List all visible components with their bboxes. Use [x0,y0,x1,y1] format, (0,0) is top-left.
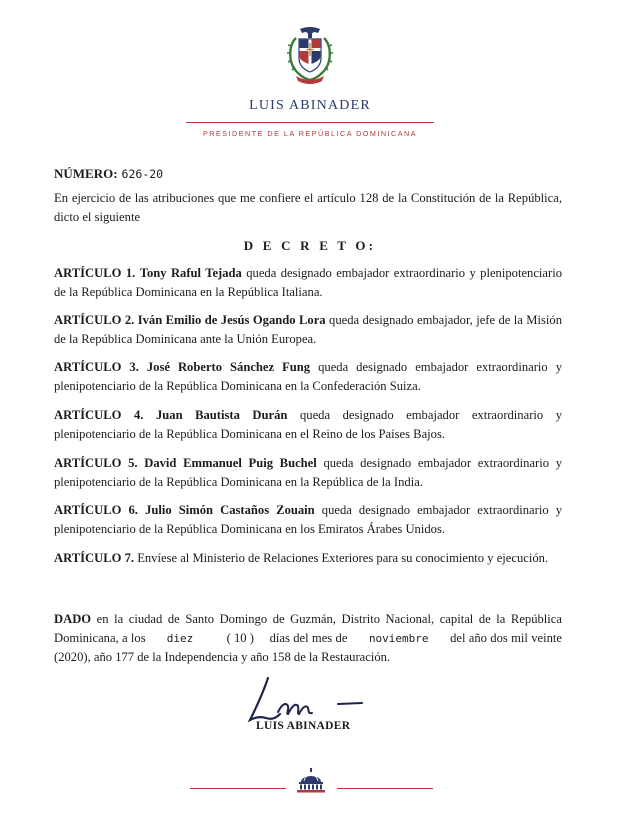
day-number: ( 10 ) [226,631,254,645]
article-label: ARTÍCULO 5. [54,456,138,470]
decree-number-value: 626-20 [121,167,164,181]
article-3 [54,358,562,396]
article-text: queda designado embajador extraordinario y plenipotenciario de la República Dominicana en la Confederación Suiza. [54,360,562,393]
signer-name: LUIS ABINADER [256,720,351,732]
article-label: ARTÍCULO 2. [54,313,135,327]
appointee-name: Tony Raful Tejada [139,266,242,280]
article-1 [54,264,562,302]
signature-mark [246,668,386,728]
dado-text-2: días del mes de [269,631,348,645]
article-text: queda designado embajador, jefe de la Misión de la República Dominicana ante la Unión Europea. [54,313,562,346]
article-text: queda designado embajador extraordinario y plenipotenciario de la República Dominicana en la República de la India. [54,456,562,489]
appointee-name: Juan Bautista Durán [155,408,288,422]
dado-label: DADO [54,612,92,626]
month-name: noviembre [368,632,429,645]
national-palace-dome-icon [293,768,329,794]
preamble: En ejercicio de las atribuciones que me confiere el artículo 128 de la Constitución de la República, dicto el siguiente [54,191,562,224]
article-text: queda designado embajador extraordinario y plenipotenciario de la República Dominicana en los Emiratos Árabes Unidos. [54,503,563,536]
article-label: ARTÍCULO 4. [54,408,144,422]
appointee-name: Iván Emilio de Jesús Ogando Lora [137,313,326,327]
decree-number [54,166,163,182]
dado-paragraph [54,610,562,667]
article-label: ARTÍCULO 7. [54,551,135,565]
coat-of-arms-icon [282,26,338,88]
header-divider [186,122,434,123]
article-5 [54,454,562,492]
footer-divider-right [337,788,433,789]
article-2 [54,311,562,349]
appointee-name: David Emmanuel Puig Buchel [144,456,317,470]
article-text: queda designado embajador extraordinario y plenipotenciario de la República Dominicana en la República Italiana. [54,266,563,299]
president-name: LUIS ABINADER [249,98,371,113]
article-7 [54,549,562,568]
article-label: ARTÍCULO 1. [54,266,136,280]
article-text: queda designado embajador extraordinario y plenipotenciario de la República Dominicana en el Reino de los Países Bajos. [54,408,563,441]
president-title: PRESIDENTE DE LA REPÚBLICA DOMINICANA [202,129,418,138]
day-word: diez [166,632,194,645]
appointee-name: José Roberto Sánchez Fung [146,360,311,374]
decree-heading: D E C R E T O: [243,238,377,253]
decree-number-label: NÚMERO: [54,166,118,181]
article-6 [54,501,562,539]
article-text: Envíese al Ministerio de Relaciones Exteriores para su conocimiento y ejecución. [137,551,549,565]
article-label: ARTÍCULO 6. [54,503,138,517]
article-label: ARTÍCULO 3. [54,360,139,374]
dado-text-3: del año dos mil veinte (2020), año 177 de la Independencia y año 158 de la Restauración. [54,631,562,664]
dado-text-1: en la ciudad de Santo Domingo de Guzmán, Distrito Nacional, capital de la República Dominicana, a los [54,612,562,645]
footer-divider-left [190,788,286,789]
article-4 [54,406,562,444]
appointee-name: Julio Simón Castaños Zouain [145,503,315,517]
